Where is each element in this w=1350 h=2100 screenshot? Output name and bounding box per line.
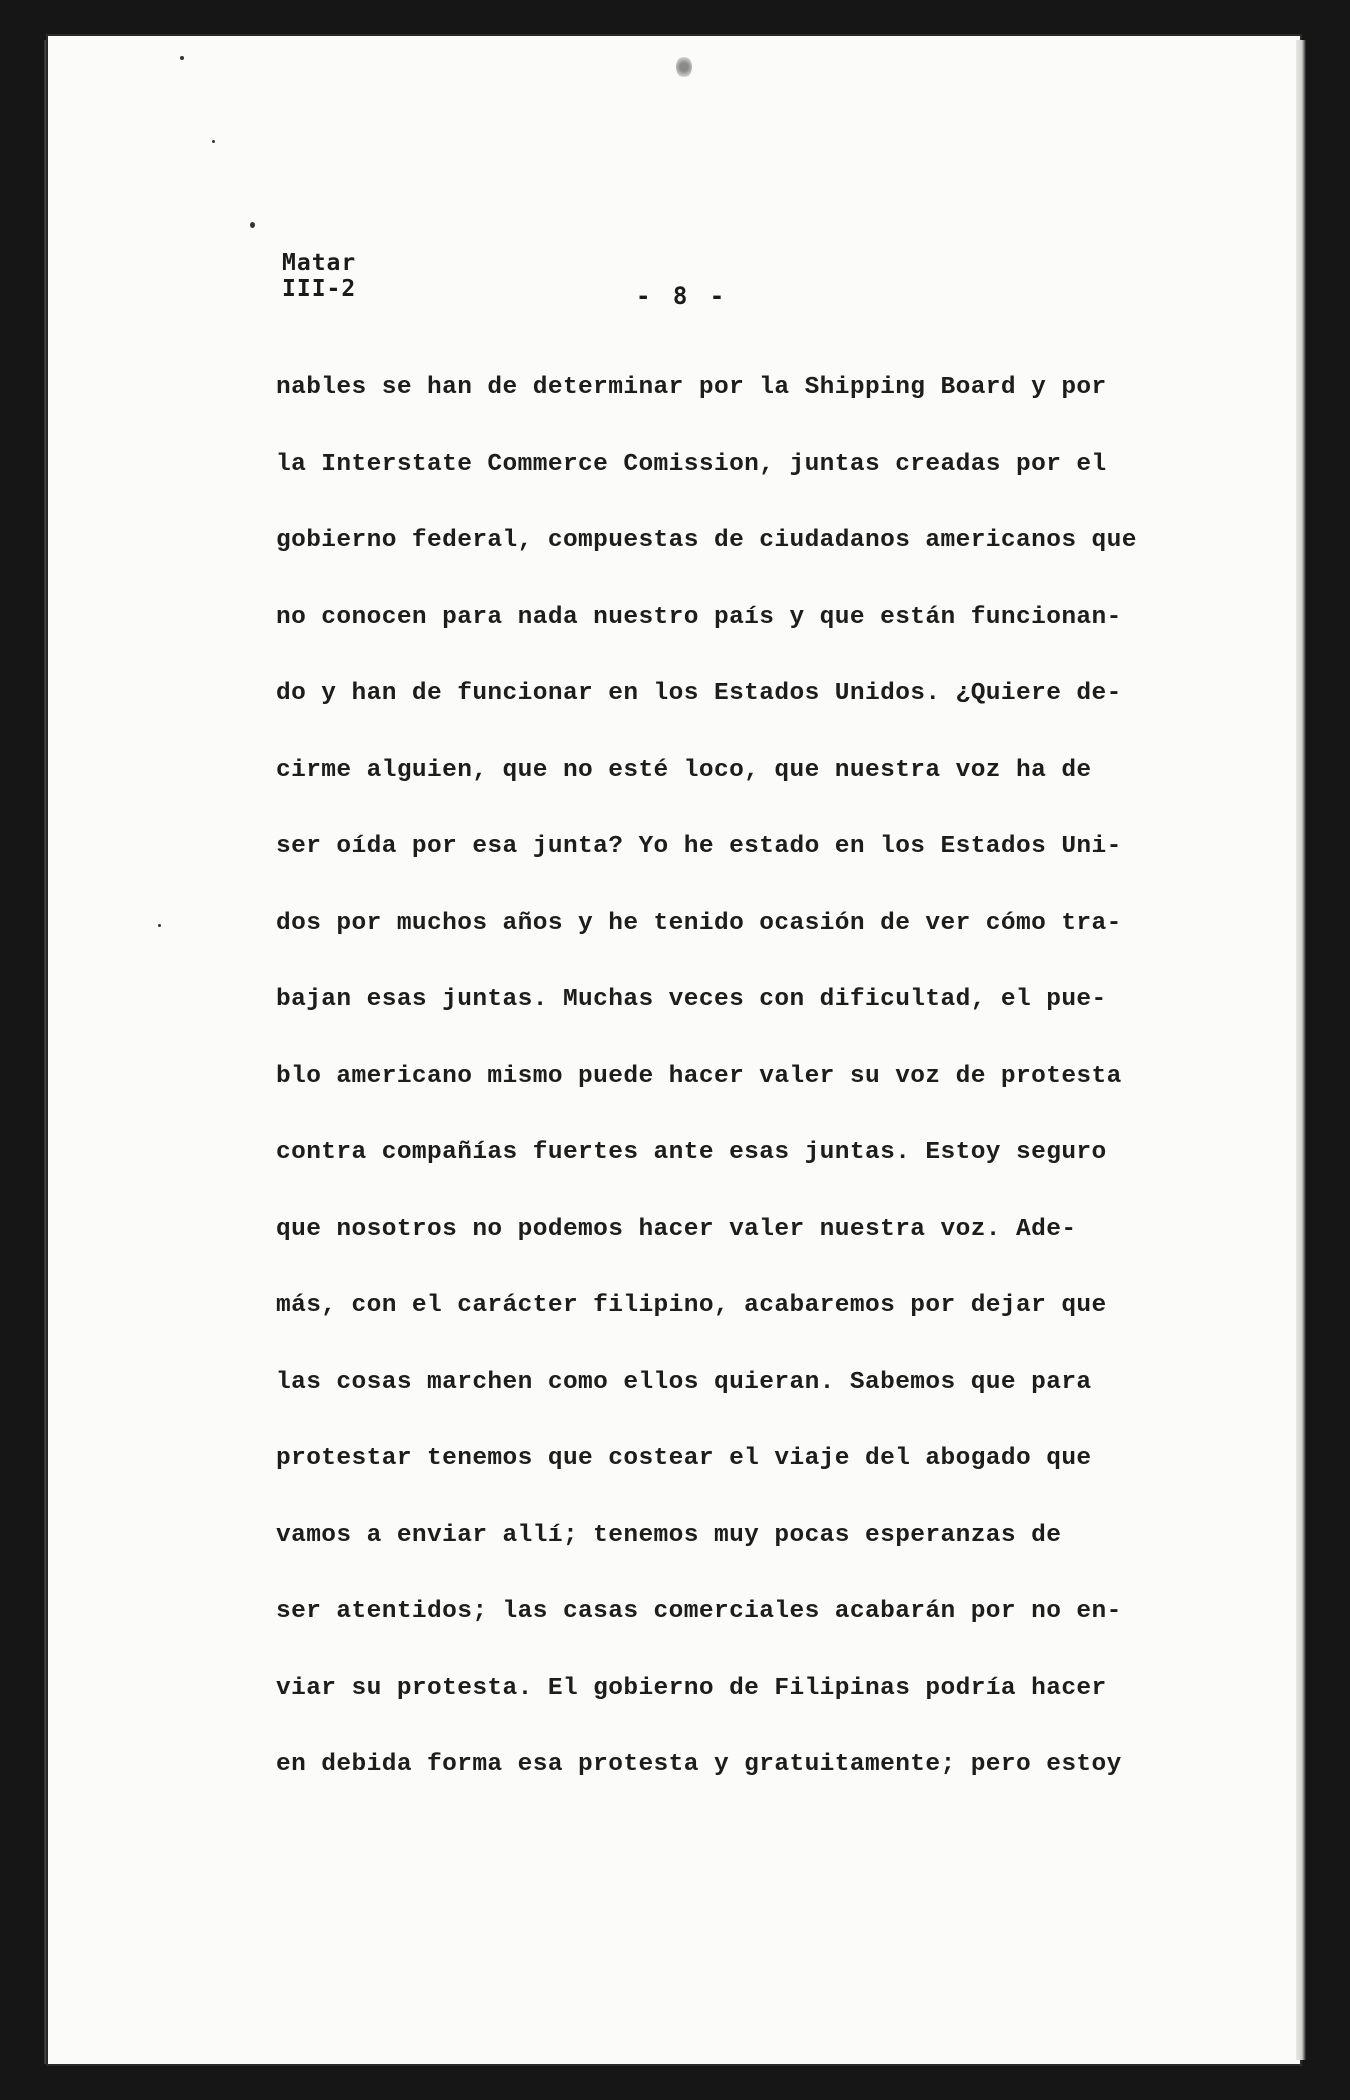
text-line: viar su protesta. El gobierno de Filipinas podría hacer	[276, 1674, 1107, 1702]
page-number: - 8 -	[636, 282, 729, 310]
text-line: vamos a enviar allí; tenemos muy pocas esperanzas de	[276, 1521, 1062, 1549]
ink-speck	[212, 140, 215, 143]
typed-body-text	[276, 350, 1276, 1804]
ink-speck	[250, 222, 255, 228]
text-line: blo americano mismo puede hacer valer su voz de protesta	[276, 1062, 1122, 1090]
text-line: que nosotros no podemos hacer valer nuestra voz. Ade-	[276, 1215, 1077, 1243]
header-code: III-2	[282, 276, 357, 302]
ink-speck	[158, 924, 161, 927]
text-line: las cosas marchen como ellos quieran. Sabemos que para	[276, 1368, 1092, 1396]
text-line: gobierno federal, compuestas de ciudadanos americanos que	[276, 527, 1137, 554]
text-line: bajan esas juntas. Muchas veces con dificultad, el pue-	[276, 986, 1107, 1013]
text-line: la Interstate Commerce Comission, juntas creadas por el	[276, 450, 1107, 478]
text-line: nables se han de determinar por la Shipping Board y por	[276, 374, 1107, 401]
punch-hole-mark	[676, 56, 692, 78]
ink-speck	[180, 56, 184, 60]
page-right-edge	[1296, 40, 1306, 2060]
text-line: contra compañías fuertes ante esas juntas. Estoy seguro	[276, 1139, 1107, 1166]
text-line: más, con el carácter filipino, acabaremos por dejar que	[276, 1292, 1107, 1319]
text-line: en debida forma esa protesta y gratuitamente; pero estoy	[276, 1751, 1122, 1778]
text-line: ser atentidos; las casas comerciales acabarán por no en-	[276, 1598, 1122, 1625]
text-line: ser oída por esa junta? Yo he estado en los Estados Uni-	[276, 833, 1122, 860]
header-name: Matar	[282, 250, 357, 276]
text-line: do y han de funcionar en los Estados Unidos. ¿Quiere de-	[276, 680, 1122, 707]
text-line: dos por muchos años y he tenido ocasión de ver cómo tra-	[276, 909, 1122, 937]
text-line: cirme alguien, que no esté loco, que nuestra voz ha de	[276, 756, 1092, 784]
text-line: protestar tenemos que costear el viaje del abogado que	[276, 1445, 1092, 1472]
text-line: no conocen para nada nuestro país y que están funcionan-	[276, 603, 1122, 631]
document-header	[282, 250, 356, 302]
